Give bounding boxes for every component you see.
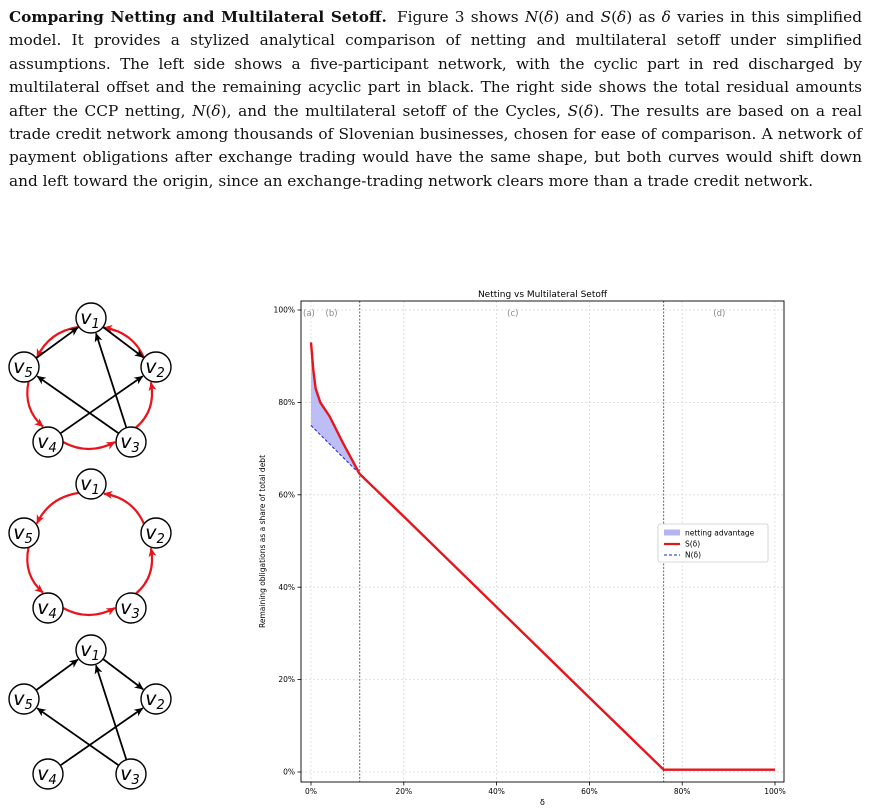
acyclic-edge: [60, 708, 143, 765]
y-axis-label: Remaining obligations as a share of total debt: [258, 454, 267, 629]
math-delta: δ: [617, 8, 627, 26]
cycle-edge: [63, 442, 115, 449]
y-tick-label: 100%: [273, 305, 295, 315]
cycle-edge: [27, 547, 43, 592]
node-label: $v_2$: [145, 688, 165, 713]
legend-entry: S(δ): [685, 539, 701, 549]
node-label: $v_1$: [80, 307, 100, 332]
region-label: (a): [303, 309, 315, 319]
x-tick-label: 100%: [764, 787, 786, 796]
network-panel-full: [9, 303, 171, 457]
text: ) and: [553, 8, 601, 26]
legend-entry: N(δ): [685, 550, 702, 560]
node-label: $v_3$: [120, 763, 140, 788]
node-label: $v_3$: [120, 597, 140, 622]
acyclic-edge: [36, 327, 78, 358]
y-tick-label: 80%: [278, 398, 295, 407]
text: (: [578, 101, 585, 120]
text: varies in this simplified model. It provides a stylized analytical comparison of netting and multilateral setoff under simplified assumptions. The left side shows a five-participant network, with the cyclic part in red discharged by multilateral offset and the remaining acyclic part in black. The right side shows the total residual amounts after the CCP netting,: [9, 8, 862, 120]
x-tick-label: 40%: [488, 787, 505, 796]
x-tick-label: 60%: [581, 787, 598, 796]
node-label: $v_3$: [120, 431, 140, 456]
text: (: [538, 8, 545, 26]
math-n: N: [524, 8, 539, 26]
text: (: [205, 101, 212, 120]
node-label: $v_5$: [13, 688, 33, 713]
paragraph-lead: Comparing Netting and Multilateral Setoff.: [9, 8, 387, 26]
acyclic-edge: [96, 333, 126, 427]
cycle-edge: [104, 494, 144, 524]
acyclic-edge: [36, 659, 78, 690]
math-delta: δ: [211, 101, 221, 120]
node-label: $v_5$: [13, 522, 33, 547]
node-label: $v_1$: [80, 639, 100, 664]
legend-swatch-fill: [664, 530, 680, 536]
network-panel-acyclic: [9, 635, 171, 789]
x-axis-label: δ: [540, 798, 545, 807]
x-tick-label: 20%: [395, 787, 413, 796]
netting-chart: [238, 288, 870, 808]
y-tick-label: 60%: [278, 490, 295, 500]
y-tick-label: 20%: [278, 675, 295, 685]
text: ) as: [626, 8, 662, 26]
network-panel-cyclic: [9, 469, 171, 623]
text: Figure 3 shows: [397, 8, 525, 26]
cycle-edge: [37, 493, 79, 524]
text: ), and the multilateral setoff of the Cycles,: [220, 101, 568, 120]
chart-title: Netting vs Multilateral Setoff: [477, 290, 608, 300]
text: (: [611, 8, 618, 26]
math-delta: δ: [661, 8, 671, 26]
cycle-edge: [136, 382, 152, 428]
math-n: N: [192, 101, 206, 120]
cycle-edge: [27, 381, 43, 426]
acyclic-edge: [37, 376, 119, 433]
acyclic-edge: [103, 659, 143, 689]
math-s: S: [567, 101, 579, 120]
acyclic-edge: [37, 708, 119, 765]
node-label: $v_2$: [145, 522, 165, 547]
region-label: (c): [507, 309, 519, 319]
network-diagrams: [0, 295, 190, 795]
text: ). The results are based on a real trade credit network among thousands of Slovenian businesses, chosen for ease of comparison. A network of payment obligations after exchange trading would have the same shape, but both curves would shift down and left toward the origin, since an exchange-trading network clears more than a trade credit network.: [9, 101, 862, 190]
acyclic-edge: [103, 327, 143, 357]
cycle-edge: [63, 608, 115, 615]
acyclic-edge: [60, 376, 143, 433]
body-paragraph: [9, 6, 862, 193]
math-s: S: [600, 8, 612, 26]
region-label: (b): [325, 309, 338, 319]
math-delta: δ: [584, 101, 594, 120]
math-delta: δ: [544, 8, 554, 26]
x-tick-label: 0%: [305, 787, 317, 796]
x-tick-label: 80%: [673, 787, 691, 796]
node-label: $v_1$: [80, 473, 100, 498]
node-label: $v_4$: [37, 763, 57, 788]
node-label: $v_4$: [37, 597, 57, 622]
node-label: $v_5$: [13, 356, 33, 381]
node-label: $v_2$: [145, 356, 165, 381]
node-label: $v_4$: [37, 431, 57, 456]
legend-entry: netting advantage: [685, 528, 755, 538]
acyclic-edge: [96, 665, 126, 759]
y-tick-label: 0%: [283, 767, 295, 777]
region-label: (d): [713, 309, 726, 319]
cycle-edge: [136, 548, 152, 594]
y-tick-label: 40%: [278, 582, 295, 592]
